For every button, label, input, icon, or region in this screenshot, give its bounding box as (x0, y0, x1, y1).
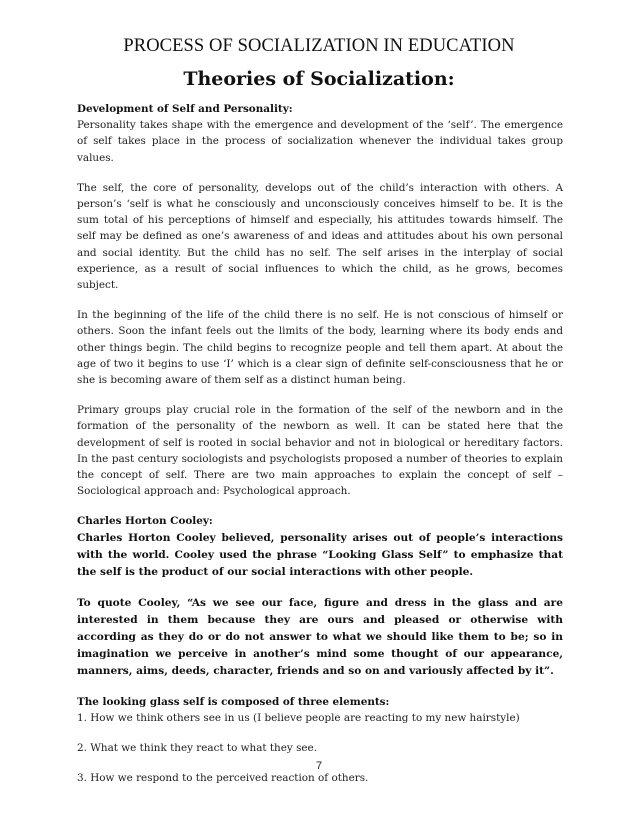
paragraph: In the beginning of the life of the child there is no self. He is not conscious of himself or others. Soon the infant feels out the limits of the body, learning where its body ends and other things begin. The child begins to recognize people and tell them apart. At about the age of two it begins to use ‘I’ which is a clear sign of definite self-consciousness that he or she is becoming aware of them self as a distinct human being. (77, 309, 563, 387)
paragraph: The self, the core of personality, develops out of the child’s interaction with others. A person’s ‘self is what he consciously and unconsciously conceives himself to be. It is the sum total of his perceptions of himself and especially, his attitudes towards himself. The self may be defined as one’s awareness of and ideas and attitudes about his own personal and social identity. But the child has no self. The self arises in the interplay of social experience, as a result of social influences to which the child, as he grows, becomes subject. (77, 181, 563, 292)
page-header: PROCESS OF SOCIALIZATION IN EDUCATION (123, 36, 515, 56)
paragraph: Personality takes shape with the emergence and development of the ‘self’. The emergence of self takes place in the process of socialization whenever the individual takes group values. (77, 119, 563, 164)
section-heading-cooley: Charles Horton Cooley: (77, 515, 213, 528)
section-heading-looking-glass: The looking glass self is composed of three elements: (77, 695, 390, 708)
document-body (77, 101, 563, 786)
list-item: 3. How we respond to the perceived reaction of others. (77, 772, 369, 785)
list-item: 1. How we think others see in us (I believe people are reacting to my new hairstyle) (77, 711, 520, 724)
page-title: Theories of Socialization: (183, 68, 455, 90)
elements-list (77, 710, 563, 787)
paragraph-bold: Charles Horton Cooley believed, personality arises out of people’s interactions with the world. Cooley used the phrase “Looking Glass Self” to emphasize that the self is the product of our social interactions with other people. (77, 531, 563, 578)
list-item: 2. What we think they react to what they see. (77, 742, 318, 755)
section-heading-self: Development of Self and Personality: (77, 103, 293, 115)
paragraph-bold: To quote Cooley, “As we see our face, figure and dress in the glass and are interested in them because they are ours and pleased or otherwise with according as they do or do not answer to what we should like them to be; so in imagination we perceive in another’s mind some thought of our appearance, manners, aims, deeds, character, friends and so on and variously affected by it”. (77, 596, 563, 677)
paragraph: Primary groups play crucial role in the formation of the self of the newborn and in the formation of the personality of the newborn as well. It can be stated here that the development of self is rooted in social behavior and not in biological or hereditary factors. In the past century sociologists and psychologists proposed a number of theories to explain the concept of self. There are two main approaches to explain the concept of self – Sociological approach and: Psychological approach. (77, 404, 563, 498)
page-number: 7 (315, 760, 323, 772)
